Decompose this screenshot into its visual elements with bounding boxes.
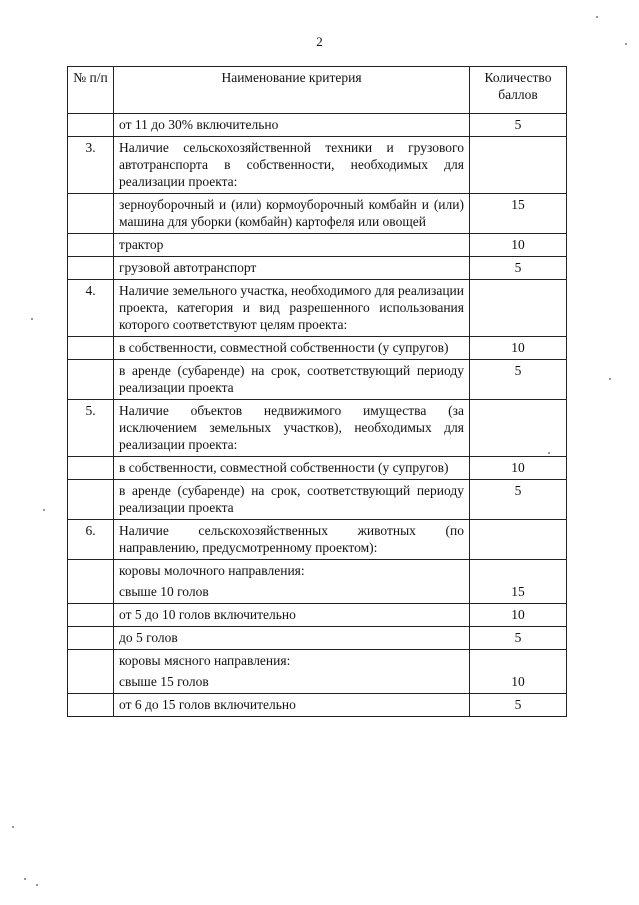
table-row	[68, 360, 567, 400]
points-value	[470, 400, 567, 457]
table-row	[68, 337, 567, 360]
row-number	[68, 337, 114, 360]
criterion-text: от 11 до 30% включительно	[114, 114, 470, 137]
row-number: 3.	[68, 137, 114, 194]
criterion-text: трактор	[114, 234, 470, 257]
table-row	[68, 280, 567, 337]
header-criterion-name: Наименование критерия	[114, 67, 470, 114]
scan-speck	[596, 16, 598, 18]
row-number	[68, 694, 114, 717]
points-value: 10	[470, 650, 567, 694]
table-row	[68, 520, 567, 560]
points-value: 5	[470, 114, 567, 137]
points-value: 5	[470, 360, 567, 400]
scan-speck	[12, 826, 14, 828]
table-header-row	[68, 67, 567, 114]
points-value	[470, 137, 567, 194]
table-row	[68, 457, 567, 480]
table-row	[68, 650, 567, 694]
criterion-text: в собственности, совместной собственности (у супругов)	[114, 337, 470, 360]
criterion-text: грузовой автотранспорт	[114, 257, 470, 280]
criterion-text: от 6 до 15 голов включительно	[114, 694, 470, 717]
row-number	[68, 234, 114, 257]
criterion-text: в аренде (субаренде) на срок, соответствующий периоду реализации проекта	[114, 480, 470, 520]
table-row	[68, 234, 567, 257]
points-value: 5	[470, 627, 567, 650]
criterion-subtext: свыше 15 голов	[119, 674, 209, 689]
criterion-text: коровы мясного направления:	[119, 653, 291, 668]
points-value: 10	[470, 234, 567, 257]
criterion-text: до 5 голов	[114, 627, 470, 650]
points-value: 10	[470, 457, 567, 480]
points-value: 5	[470, 694, 567, 717]
points-value: 5	[470, 257, 567, 280]
scan-speck	[24, 878, 26, 880]
criterion-text: Наличие сельскохозяйственной техники и грузового автотранспорта в собственности, необходимых для реализации проекта:	[114, 137, 470, 194]
scan-speck	[625, 43, 627, 45]
criterion-cell	[114, 650, 470, 694]
row-number	[68, 650, 114, 694]
row-number	[68, 560, 114, 604]
row-number	[68, 627, 114, 650]
row-number: 5.	[68, 400, 114, 457]
scan-speck	[609, 378, 611, 380]
criterion-text: Наличие объектов недвижимого имущества (за исключением земельных участков), необходимых для реализации проекта:	[114, 400, 470, 457]
criterion-text: коровы молочного направления:	[119, 563, 305, 578]
points-value	[470, 520, 567, 560]
row-number	[68, 257, 114, 280]
table-row	[68, 480, 567, 520]
criterion-text: Наличие сельскохозяйственных животных (по направлению, предусмотренному проектом):	[114, 520, 470, 560]
row-number	[68, 604, 114, 627]
table-row	[68, 137, 567, 194]
points-value	[470, 280, 567, 337]
row-number	[68, 480, 114, 520]
table-row	[68, 114, 567, 137]
criteria-table	[67, 66, 567, 717]
points-value: 5	[470, 480, 567, 520]
table-row	[68, 627, 567, 650]
table-row	[68, 604, 567, 627]
table-row	[68, 560, 567, 604]
row-number	[68, 114, 114, 137]
row-number	[68, 457, 114, 480]
points-value: 10	[470, 337, 567, 360]
scan-speck	[36, 884, 38, 886]
table-row	[68, 400, 567, 457]
criterion-text: в собственности, совместной собственности (у супругов)	[114, 457, 470, 480]
criterion-text: в аренде (субаренде) на срок, соответствующий периоду реализации проекта	[114, 360, 470, 400]
table-row	[68, 257, 567, 280]
points-value: 15	[470, 560, 567, 604]
row-number	[68, 360, 114, 400]
table-row	[68, 694, 567, 717]
scan-speck	[31, 318, 33, 320]
criterion-cell	[114, 560, 470, 604]
points-value: 15	[470, 194, 567, 234]
row-number	[68, 194, 114, 234]
scan-speck	[548, 452, 550, 454]
header-points: Количество баллов	[470, 67, 567, 114]
row-number: 6.	[68, 520, 114, 560]
criterion-subtext: свыше 10 голов	[119, 584, 209, 599]
criterion-text: зерноуборочный и (или) кормоуборочный комбайн и (или) машина для уборки (комбайн) картофеля или овощей	[114, 194, 470, 234]
scan-speck	[43, 509, 45, 511]
page-number: 2	[316, 34, 323, 49]
criterion-text: от 5 до 10 голов включительно	[114, 604, 470, 627]
header-number: № п/п	[68, 67, 114, 114]
criterion-text: Наличие земельного участка, необходимого для реализации проекта, категория и вид разрешенного использования которого соответствуют целям проекта:	[114, 280, 470, 337]
row-number: 4.	[68, 280, 114, 337]
points-value: 10	[470, 604, 567, 627]
table-row	[68, 194, 567, 234]
